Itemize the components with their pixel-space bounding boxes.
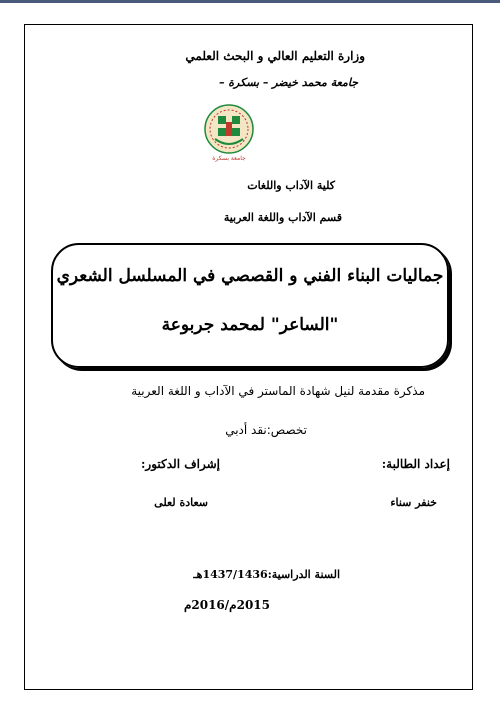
- prepared-by-label: إعداد الطالبة:: [381, 457, 450, 471]
- faculty-name: كلية الآداب واللغات: [247, 179, 335, 192]
- specialty: تخصص:نقد أدبي: [225, 423, 307, 437]
- ministry-name: وزارة التعليم العالي و البحث العلمي: [185, 49, 365, 63]
- thesis-title-box: [51, 243, 449, 368]
- seal-caption: جامعة بسكرة: [212, 155, 246, 162]
- thesis-title-line2: "الساعر" لمحمد جربوعة: [161, 315, 339, 335]
- supervisor-name: سعادة لعلى: [154, 496, 208, 509]
- university-name: جامعة محمد خيضر – بسكرة –: [218, 76, 358, 89]
- academic-year-hijri: السنة الدراسية:1437/1436هـ: [193, 568, 340, 581]
- student-name: خنفر سناء: [390, 496, 437, 509]
- memo-statement: مذكرة مقدمة لنيل شهادة الماستر في الآداب و اللغة العربية: [131, 384, 425, 398]
- department-name: قسم الآداب واللغة العربية: [223, 211, 342, 224]
- thesis-title-line1: جماليات البناء الفني و القصصي في المسلسل الشعري: [56, 266, 444, 286]
- university-seal-icon: [203, 103, 255, 163]
- supervisor-label: إشراف الدكتور:: [140, 457, 220, 471]
- top-edge-line: [0, 0, 500, 3]
- academic-year-gregorian: 2015م/2016م: [183, 598, 270, 612]
